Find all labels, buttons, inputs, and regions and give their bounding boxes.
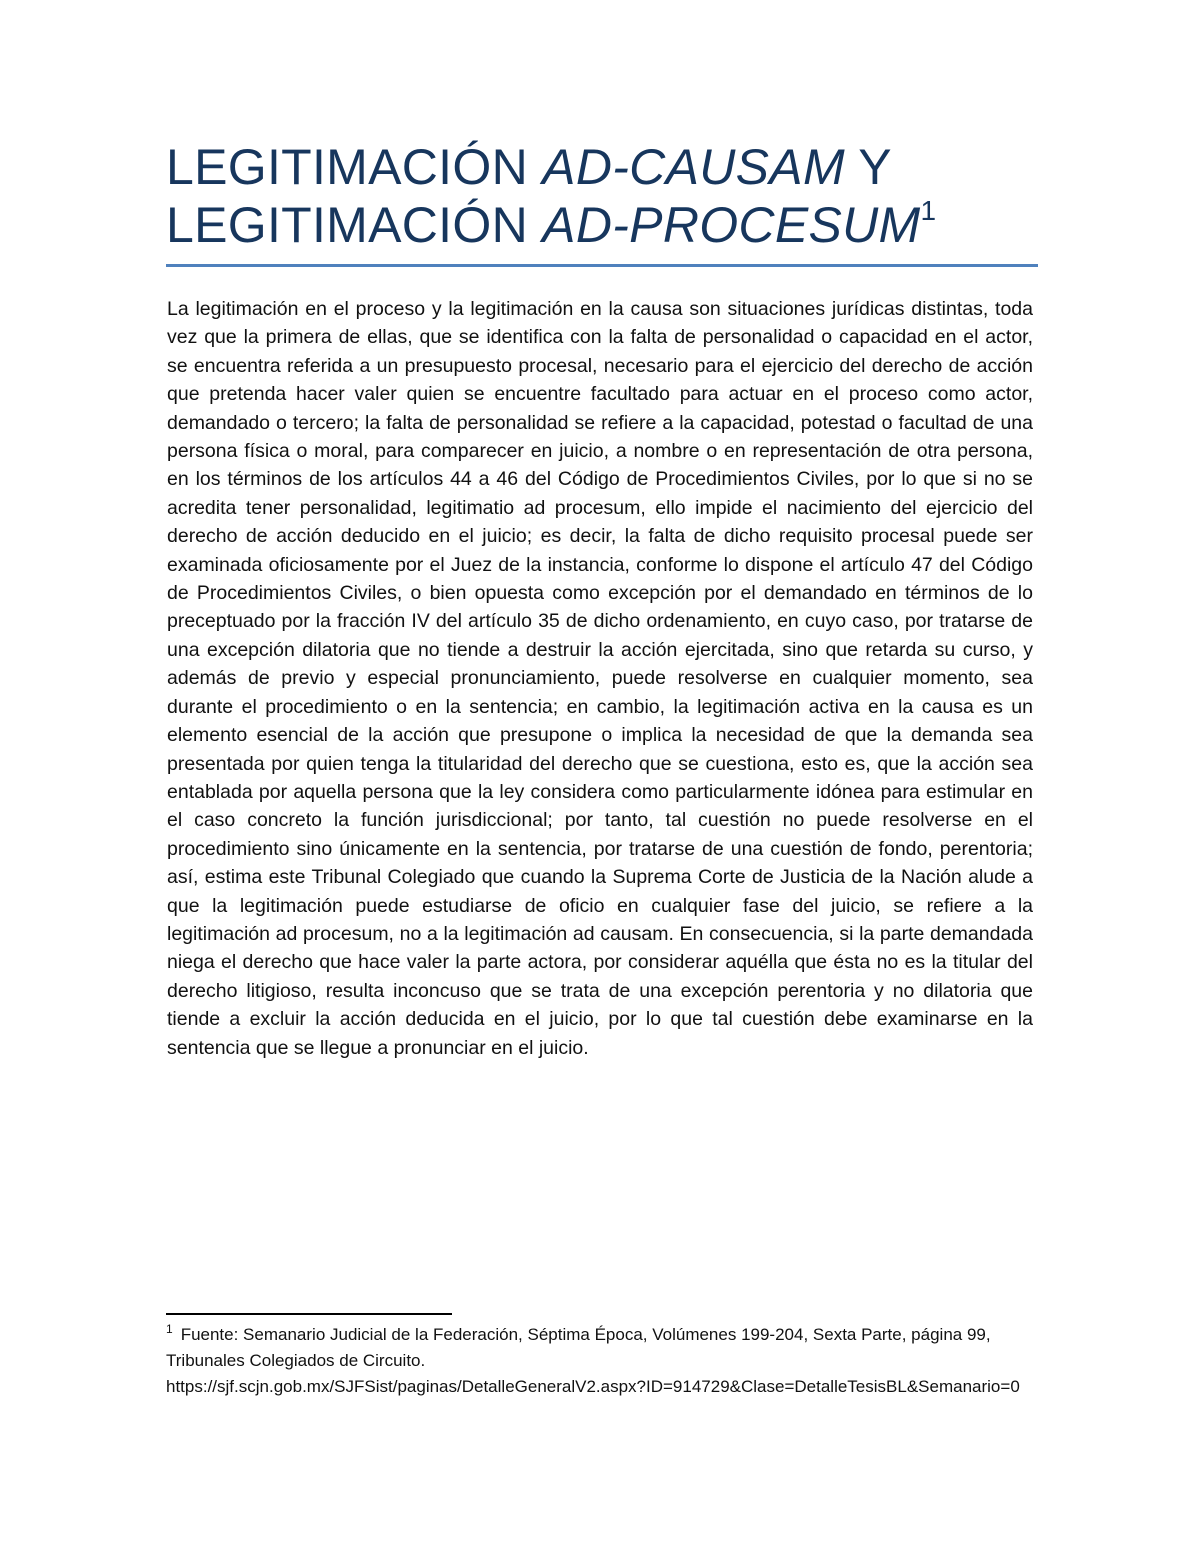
title-line-1-italic: AD-CAUSAM [542, 139, 845, 195]
footnote-mark: 1 [166, 1322, 173, 1336]
title-line-2-italic: AD-PROCESUM [542, 197, 921, 253]
footnote-separator [166, 1313, 452, 1315]
title-line-1-text: LEGITIMACIÓN [166, 139, 543, 195]
title-line-1 [166, 138, 1046, 196]
title-line-2 [166, 196, 1046, 254]
document-title [166, 138, 1046, 254]
title-line-1-tail: Y [844, 139, 892, 195]
title-line-2-text: LEGITIMACIÓN [166, 197, 543, 253]
body-paragraph: La legitimación en el proceso y la legitimación en la causa son situaciones jurídicas distintas, toda vez que la primera de ellas, que se identifica con la falta de personalidad o capacidad en el actor, se encuentra referida a un presupuesto procesal, necesario para el ejercicio del derecho de acción que pretenda hacer valer quien se encuentre facultado para actuar en el proceso como actor, demandado o tercero; la falta de personalidad se refiere a la capacidad, potestad o facultad de una persona física o moral, para comparecer en juicio, a nombre o en representación de otra persona, en los términos de los artículos 44 a 46 del Código de Procedimientos Civiles, por lo que si no se acredita tener personalidad, legitimatio ad procesum, ello impide el nacimiento del ejercicio del derecho de acción deducido en el juicio; es decir, la falta de dicho requisito procesal puede ser examinada oficiosamente por el Juez de la instancia, conforme lo dispone el artículo 47 del Código de Procedimientos Civiles, o bien opuesta como excepción por el demandado en términos de lo preceptuado por la fracción IV del artículo 35 de dicho ordenamiento, en cuyo caso, por tratarse de una excepción dilatoria que no tiende a destruir la acción ejercitada, sino que retarda su curso, y además de previo y especial pronunciamiento, puede resolverse en cualquier momento, sea durante el procedimiento o en la sentencia; en cambio, la legitimación activa en la causa es un elemento esencial de la acción que presupone o implica la necesidad de que la demanda sea presentada por quien tenga la titularidad del derecho que se cuestiona, esto es, que la acción sea entablada por aquella persona que la ley considera como particularmente idónea para estimular en el caso concreto la función jurisdiccional; por tanto, tal cuestión no puede resolverse en el procedimiento sino únicamente en la sentencia, por tratarse de una cuestión de fondo, perentoria; así, estima este Tribunal Colegiado que cuando la Suprema Corte de Justicia de la Nación alude a que la legitimación puede estudiarse de oficio en cualquier fase del juicio, se refiere a la legitimación ad procesum, no a la legitimación ad causam. En consecuencia, si la parte demandada niega el derecho que hace valer la parte actora, por considerar aquélla que ésta no es la titular del derecho litigioso, resulta inconcuso que se trata de una excepción perentoria y no dilatoria que tiende a excluir la acción deducida en el juicio, por lo que tal cuestión debe examinarse en la sentencia que se llegue a pronunciar en el juicio. [167, 298, 1033, 1059]
title-underline [166, 264, 1038, 267]
footnote-url[interactable]: https://sjf.scjn.gob.mx/SJFSist/paginas/DetalleGeneralV2.aspx?ID=914729&Clase=DetalleTesisBL&Semanario=0 [166, 1377, 1020, 1396]
title-footnote-ref: 1 [920, 195, 937, 226]
footnote-text: Fuente: Semanario Judicial de la Federación, Séptima Época, Volúmenes 199-204, Sexta Parte, página 99, Tribunales Colegiados de Circuito. [166, 1325, 991, 1370]
footnote [166, 1322, 1036, 1400]
